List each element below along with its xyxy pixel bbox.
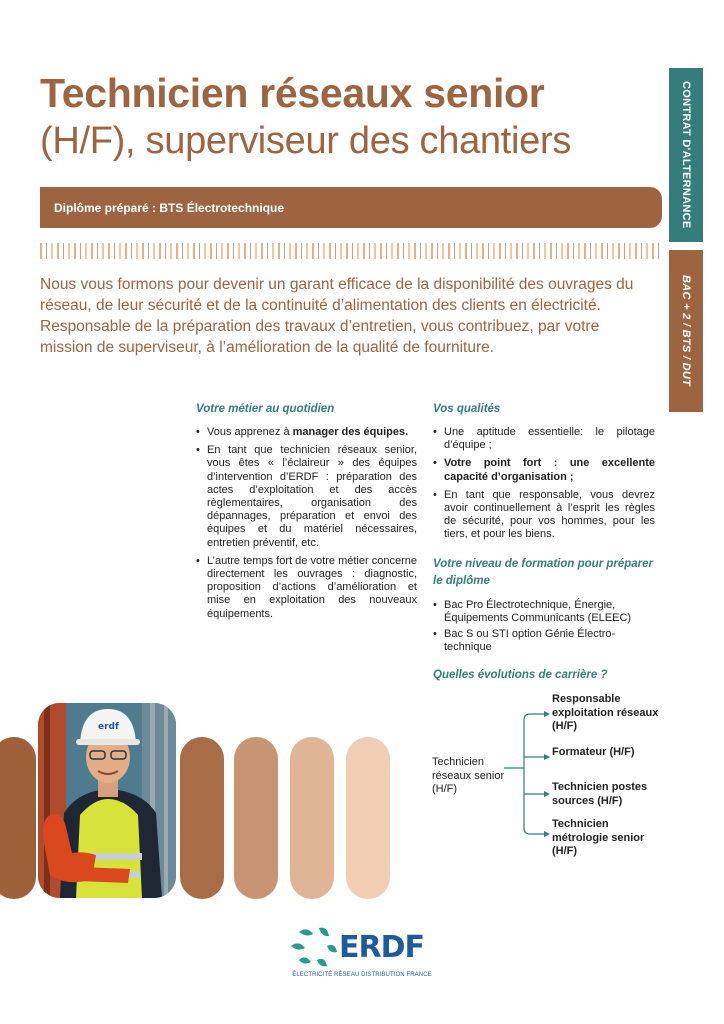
side-tab-contract bbox=[669, 68, 703, 242]
decorative-stripe-band bbox=[40, 243, 662, 259]
list-item: • En tant que responsable, vous devrez avoir continuellement à l’esprit les règles de sécurité, pour vos hommes, pour les tiers, et pour les biens. bbox=[433, 489, 655, 542]
career-target-1: Responsable exploitation réseaux (H/F) bbox=[552, 693, 659, 732]
metier-heading: Votre métier au quotidien bbox=[196, 403, 335, 415]
erdf-logo bbox=[287, 922, 437, 986]
career-heading: Quelles évolutions de carrière ? bbox=[433, 669, 608, 681]
career-target-2: Formateur (H/F) bbox=[552, 746, 635, 758]
metier-section bbox=[196, 401, 417, 626]
qualites-heading: Vos qualités bbox=[433, 403, 501, 415]
side-tab-contract-label: CONTRAT D'ALTERNANCE bbox=[680, 81, 692, 229]
erdf-logo-mark-icon bbox=[289, 924, 341, 970]
list-item: • En tant que technicien réseaux senior, vous êtes « l’éclaireur » des équipes d’intervention d’ERDF : préparation des actes d’exploitation et des accès règlementaires, organisation des dépannages, préparation et envoi des équipes et du matériel nécessaires, entretien préventif, etc. bbox=[196, 444, 417, 550]
color-swatch-1 bbox=[0, 737, 36, 899]
diploma-banner bbox=[40, 187, 662, 228]
formation-heading: Votre niveau de formation pour préparer le diplôme bbox=[433, 557, 654, 587]
color-swatch-3 bbox=[234, 737, 278, 899]
qualites-section bbox=[433, 401, 655, 659]
side-tab-level bbox=[669, 250, 703, 412]
color-swatch-2 bbox=[180, 737, 224, 899]
page-subtitle: (H/F), superviseur des chantiers bbox=[40, 120, 572, 162]
list-item: • Votre point fort : une excellente capacité d’organisation ; bbox=[433, 457, 655, 483]
formation-list bbox=[433, 599, 655, 655]
color-swatch-4 bbox=[290, 737, 334, 899]
list-item: • Une aptitude essentielle: le pilotage d’équipe ; bbox=[433, 426, 655, 452]
career-source-role: Technicien réseaux senior (H/F) bbox=[432, 756, 505, 795]
list-item bbox=[196, 426, 417, 439]
color-swatch-5 bbox=[346, 737, 390, 899]
list-item: • L’autre temps fort de votre métier concerne directement les ouvrages : diagnostic, proposition d’actions d’amélioration et mise en exploitation des nouveaux équipements. bbox=[196, 555, 417, 621]
metier-item1-text: Vous apprenez à bbox=[207, 426, 293, 438]
technician-photo bbox=[38, 703, 176, 898]
list-item: • Bac Pro Électrotechnique, Énergie, Équipements Communicants (ELEEC) bbox=[433, 599, 655, 625]
qualites-list bbox=[433, 426, 655, 542]
career-target-4: Technicien métrologie senior (H/F) bbox=[552, 818, 645, 857]
side-tab-level-label: BAC + 2 / BTS / DUT bbox=[680, 275, 692, 387]
page-title: Technicien réseaux senior bbox=[40, 70, 545, 116]
diploma-label: Diplôme préparé : BTS Électrotechnique bbox=[54, 200, 285, 215]
career-target-3: Technicien postes sources (H/F) bbox=[552, 781, 648, 807]
intro-paragraph: Nous vous formons pour devenir un garant efficace de la disponibilité des ouvrages du réseau, de leur sécurité et de la continuité d’alimentation des clients en électricité. Responsable de la préparation des travaux d’entretien, vous contribuez, par votre mission de superviseur, à l’amélioration de la qualité de fourniture. bbox=[40, 276, 634, 356]
helmet-logo-text: erdf bbox=[98, 722, 119, 732]
metier-list bbox=[196, 426, 417, 621]
career-tree-connector bbox=[500, 700, 560, 840]
erdf-logo-subtitle: ÉLECTRICITÉ RÉSEAU DISTRIBUTION FRANCE bbox=[292, 972, 432, 978]
metier-item1-bold: manager des équipes. bbox=[292, 426, 409, 438]
list-item: • Bac S ou STI option Génie Électro-technique bbox=[433, 628, 655, 654]
technician-illustration bbox=[38, 703, 176, 898]
erdf-logo-word: ERDF bbox=[339, 930, 424, 965]
